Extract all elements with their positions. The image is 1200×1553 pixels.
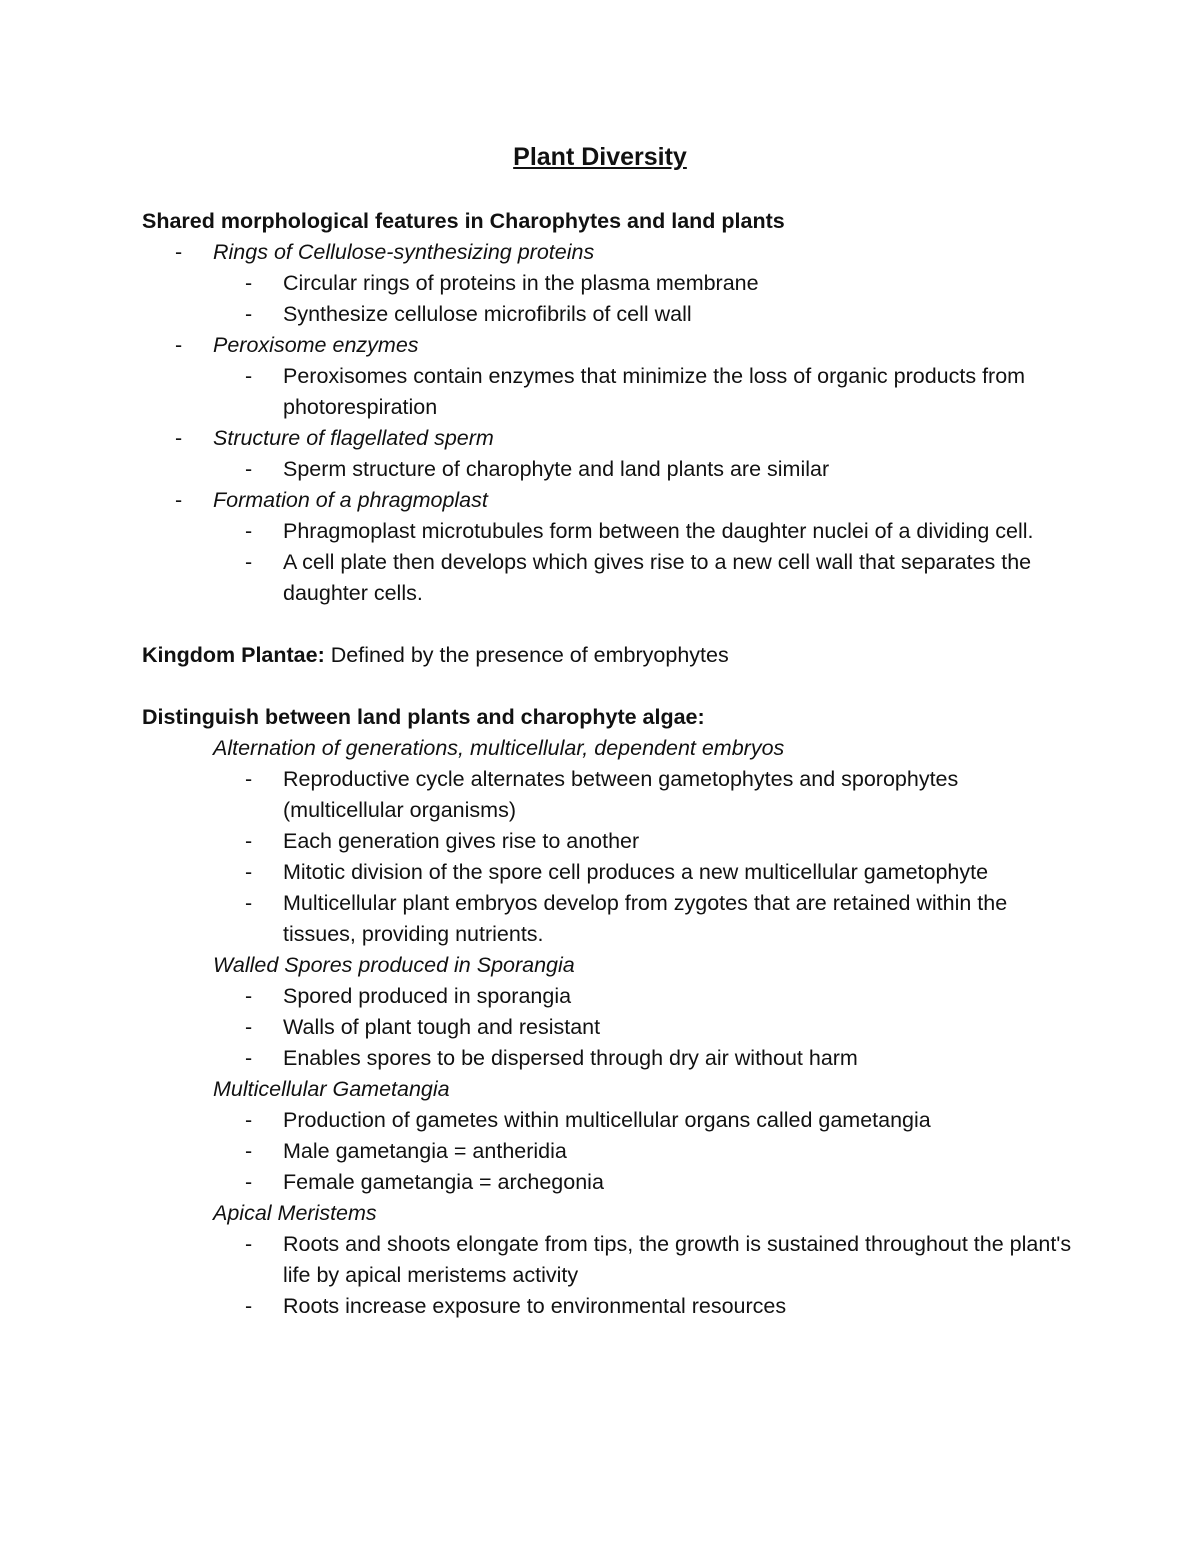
- group-point: [0, 764, 1200, 826]
- point-text: Peroxisomes contain enzymes that minimize the loss of organic products from photorespiration: [283, 364, 1026, 419]
- point-text: Male gametangia = antheridia: [283, 1139, 567, 1163]
- point-text: Female gametangia = archegonia: [283, 1170, 604, 1194]
- point-text: Reproductive cycle alternates between gametophytes and sporophytes (multicellular organisms): [283, 767, 959, 822]
- bullet-dash: -: [245, 302, 253, 326]
- section-heading: Shared morphological features in Charophytes and land plants: [142, 209, 785, 233]
- bullet-dash: -: [245, 829, 253, 853]
- feature-point: [0, 268, 1200, 299]
- group-point: [0, 1136, 1200, 1167]
- feature-label: Structure of flagellated sperm: [213, 426, 494, 450]
- bullet-dash: -: [245, 1046, 253, 1070]
- feature-item: [0, 423, 1200, 454]
- bullet-dash: -: [245, 457, 253, 481]
- page-title: Plant Diversity: [513, 143, 687, 171]
- group-point: [0, 1043, 1200, 1074]
- feature-point: [0, 361, 1200, 423]
- notes-body: [0, 206, 1200, 1322]
- feature-item: [0, 237, 1200, 268]
- group-point: [0, 1167, 1200, 1198]
- bullet-dash: -: [175, 333, 183, 357]
- group-point: [0, 826, 1200, 857]
- feature-label: Formation of a phragmoplast: [213, 488, 488, 512]
- group-point: [0, 857, 1200, 888]
- kingdom-text: Defined by the presence of embryophytes: [324, 643, 729, 667]
- group-point: [0, 1105, 1200, 1136]
- bullet-dash: -: [245, 519, 253, 543]
- bullet-dash: -: [245, 1015, 253, 1039]
- bullet-dash: -: [245, 1139, 253, 1163]
- point-text: Phragmoplast microtubules form between the daughter nuclei of a dividing cell.: [283, 519, 1034, 543]
- point-text: Sperm structure of charophyte and land plants are similar: [283, 457, 830, 481]
- feature-label: Peroxisome enzymes: [213, 333, 419, 357]
- bullet-dash: -: [245, 1232, 253, 1256]
- point-text: Synthesize cellulose microfibrils of cell wall: [283, 302, 692, 326]
- point-text: Roots increase exposure to environmental resources: [283, 1294, 787, 1318]
- bullet-dash: -: [245, 860, 253, 884]
- bullet-dash: -: [245, 984, 253, 1008]
- group-point: [0, 981, 1200, 1012]
- group-point: [0, 1012, 1200, 1043]
- point-text: Multicellular plant embryos develop from zygotes that are retained within the tissues, providing nutrients.: [283, 891, 1008, 946]
- bullet-dash: -: [175, 240, 183, 264]
- feature-point: [0, 299, 1200, 330]
- bullet-dash: -: [175, 488, 183, 512]
- point-text: Circular rings of proteins in the plasma membrane: [283, 271, 759, 295]
- point-text: Production of gametes within multicellular organs called gametangia: [283, 1108, 931, 1132]
- group-label: Apical Meristems: [213, 1201, 377, 1225]
- section-heading: Distinguish between land plants and charophyte algae:: [142, 705, 705, 729]
- feature-item: [0, 485, 1200, 516]
- bullet-dash: -: [245, 891, 253, 915]
- group-label: Alternation of generations, multicellular, dependent embryos: [213, 736, 785, 760]
- kingdom-label: Kingdom Plantae:: [142, 643, 325, 667]
- kingdom-definition: [0, 640, 1200, 671]
- feature-point: [0, 547, 1200, 609]
- group-label: Multicellular Gametangia: [213, 1077, 450, 1101]
- bullet-dash: -: [245, 1170, 253, 1194]
- point-text: Walls of plant tough and resistant: [283, 1015, 601, 1039]
- bullet-dash: -: [245, 767, 253, 791]
- point-text: Spored produced in sporangia: [283, 984, 572, 1008]
- point-text: Mitotic division of the spore cell produces a new multicellular gametophyte: [283, 860, 989, 884]
- feature-label: Rings of Cellulose-synthesizing proteins: [213, 240, 595, 264]
- bullet-dash: -: [245, 1294, 253, 1318]
- point-text: A cell plate then develops which gives rise to a new cell wall that separates the daughter cells.: [283, 550, 1032, 605]
- feature-point: [0, 454, 1200, 485]
- group-point: [0, 1229, 1200, 1291]
- bullet-dash: -: [245, 271, 253, 295]
- group-label: Walled Spores produced in Sporangia: [213, 953, 575, 977]
- point-text: Enables spores to be dispersed through dry air without harm: [283, 1046, 858, 1070]
- feature-item: [0, 330, 1200, 361]
- bullet-dash: -: [245, 550, 253, 574]
- point-text: Roots and shoots elongate from tips, the growth is sustained throughout the plant's life by apical meristems activity: [283, 1232, 1072, 1287]
- group-point: [0, 1291, 1200, 1322]
- point-text: Each generation gives rise to another: [283, 829, 640, 853]
- bullet-dash: -: [245, 364, 253, 388]
- feature-point: [0, 516, 1200, 547]
- bullet-dash: -: [245, 1108, 253, 1132]
- group-point: [0, 888, 1200, 950]
- bullet-dash: -: [175, 426, 183, 450]
